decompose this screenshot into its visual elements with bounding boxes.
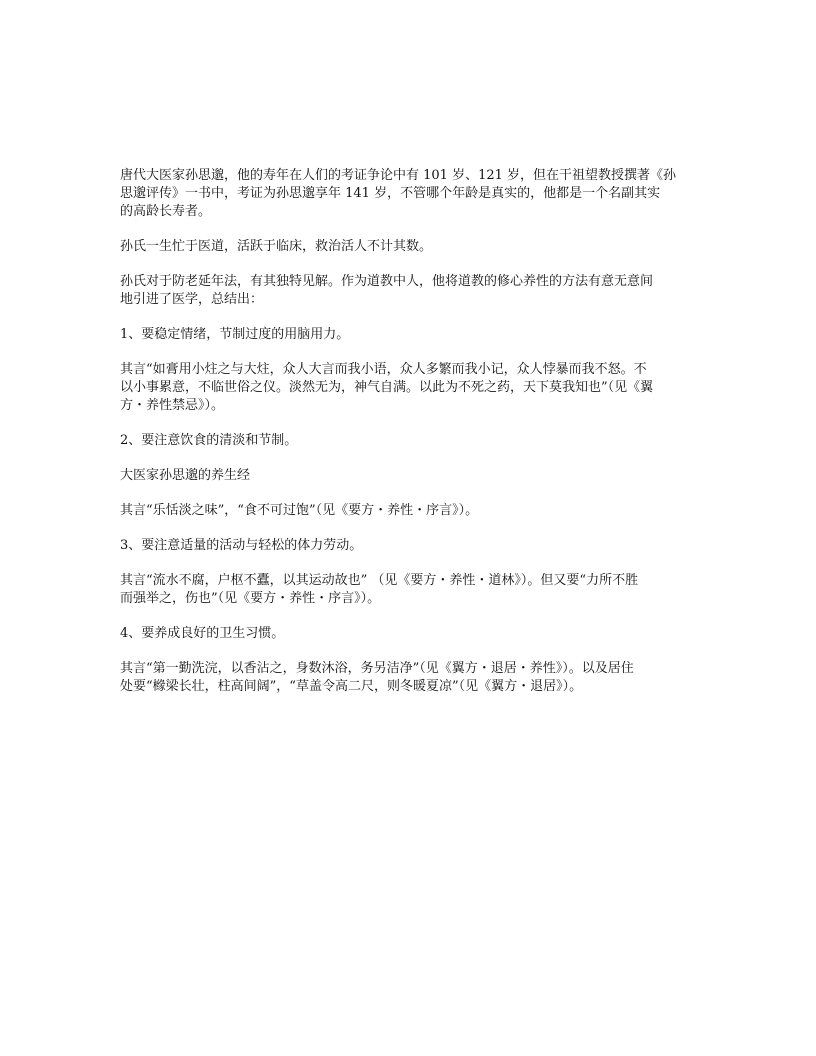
paragraph-practice — [120, 238, 700, 256]
text-line: 大医家孙思邈的养生经 — [120, 468, 251, 483]
text-line: 1、要稳定情绪，节制过度的用脑用力。 — [120, 327, 350, 342]
point-3-quote — [120, 572, 700, 608]
text-line: 处要“橼梁长壮，柱高间阔”，“草盖令高二尺，则冬暖夏凉”（见《翼方・退居》）。 — [120, 679, 583, 694]
text-line: 以小事累意，不临世俗之仪。淡然无为，神气自满。以此为不死之药，天下莫我知也”（见《翼 — [120, 380, 654, 395]
text-line: 方・养性禁忌》）。 — [120, 398, 225, 413]
text-line: 而强举之，伤也”（见《要方・养性・序言》）。 — [120, 591, 381, 606]
point-2-heading — [120, 432, 700, 450]
point-1-heading — [120, 326, 700, 344]
document-body — [120, 167, 700, 713]
point-1-quote — [120, 361, 700, 415]
section-title — [120, 467, 700, 485]
text-line: 唐代大医家孙思邈，他的寿年在人们的考证争论中有 101 岁、121 岁，但在干祖望教授撰著《孙 — [120, 168, 677, 183]
text-line: 其言“如膏用小炷之与大炷，众人大言而我小语，众人多繁而我小记，众人悖暴而我不怒。不 — [120, 362, 647, 377]
text-line: 3、要注意适量的活动与轻松的体力劳动。 — [120, 538, 363, 553]
text-line: 孙氏对于防老延年法，有其独特见解。作为道教中人，他将道教的修心养性的方法有意无意间 — [120, 274, 654, 289]
text-line: 其言“流水不腐，户枢不蠹，以其运动故也” （见《要方・养性・道林》）。但又要“力所不胜 — [120, 573, 639, 588]
text-line: 其言“第一勤洗浣，以香沾之，身数沐浴，务另洁净”（见《翼方・退居・养性》）。以及居住 — [120, 661, 634, 676]
paragraph-intro — [120, 167, 700, 221]
text-line: 2、要注意饮食的清淡和节制。 — [120, 433, 298, 448]
point-4-heading — [120, 625, 700, 643]
point-3-heading — [120, 537, 700, 555]
text-line: 4、要养成良好的卫生习惯。 — [120, 626, 285, 641]
text-line: 的高龄长寿者。 — [120, 204, 212, 219]
text-line: 孙氏一生忙于医道，活跃于临床，救治活人不计其数。 — [120, 239, 433, 254]
text-line: 地引进了医学，总结出： — [120, 292, 264, 307]
text-line: 思邈评传》一书中，考证为孙思邈享年 141 岁，不管哪个年龄是真实的，他都是一个名副其实 — [120, 186, 661, 201]
paragraph-summary — [120, 273, 700, 309]
point-2-quote — [120, 502, 700, 520]
text-line: 其言“乐恬淡之味”，“食不可过饱”（见《要方・养性・序言》）。 — [120, 503, 479, 518]
point-4-quote — [120, 660, 700, 696]
